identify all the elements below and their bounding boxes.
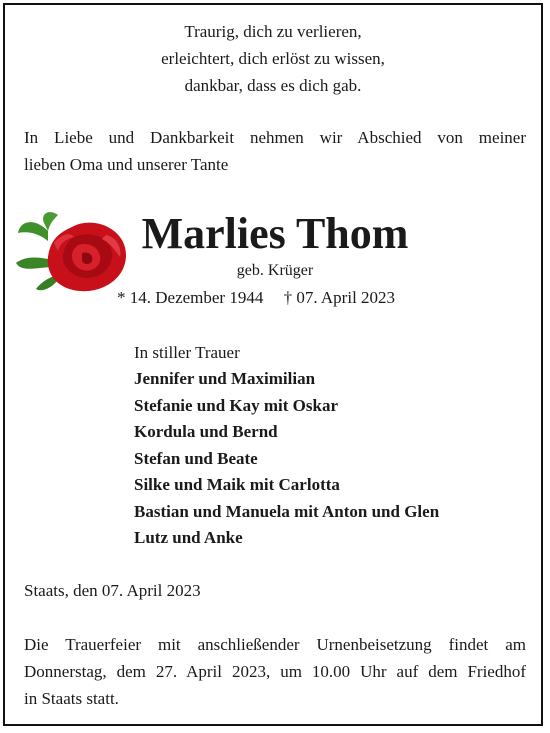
mourners-block	[134, 340, 534, 552]
place-date: Staats, den 07. April 2023	[24, 581, 201, 600]
notice-line: Donnerstag, dem 27. April 2023, um 10.00 Uhr auf dem Friedhof	[24, 662, 526, 681]
mourner-entry: Silke und Maik mit Carlotta	[134, 475, 340, 494]
poem-line: dankbar, dass es dich gab.	[184, 76, 362, 95]
intro-text	[24, 124, 526, 178]
life-dates	[117, 286, 447, 310]
mourner-entry: Stefanie und Kay mit Oskar	[134, 395, 339, 415]
intro-line: In Liebe und Dankbarkeit nehmen wir Abschied von meiner	[24, 128, 526, 147]
poem-line: Traurig, dich zu verlieren,	[184, 22, 362, 41]
notice-line: Die Trauerfeier mit anschließender Urnenbeisetzung findet am	[24, 635, 526, 654]
birth-date: * 14. Dezember 1944	[117, 288, 264, 307]
maiden-name: geb. Krüger	[236, 262, 314, 279]
poem	[0, 18, 546, 99]
rose-icon	[14, 207, 130, 295]
mourner-entry: Bastian und Manuela mit Anton und Glen	[134, 501, 440, 521]
poem-line: erleichtert, dich erlöst zu wissen,	[161, 49, 385, 68]
intro-line: lieben Oma und unserer Tante	[24, 155, 229, 174]
mourner-entry: Jennifer und Maximilian	[134, 369, 316, 388]
deceased-name: Marlies Thom	[141, 209, 409, 258]
death-date: † 07. April 2023	[283, 288, 396, 307]
mourner-entry: Stefan und Beate	[134, 448, 258, 468]
funeral-notice	[24, 631, 526, 712]
mourner-entry: Kordula und Bernd	[134, 422, 278, 441]
mourner-entry: Lutz und Anke	[134, 528, 243, 547]
notice-line: in Staats statt.	[24, 689, 119, 708]
mourning-label: In stiller Trauer	[134, 343, 240, 362]
